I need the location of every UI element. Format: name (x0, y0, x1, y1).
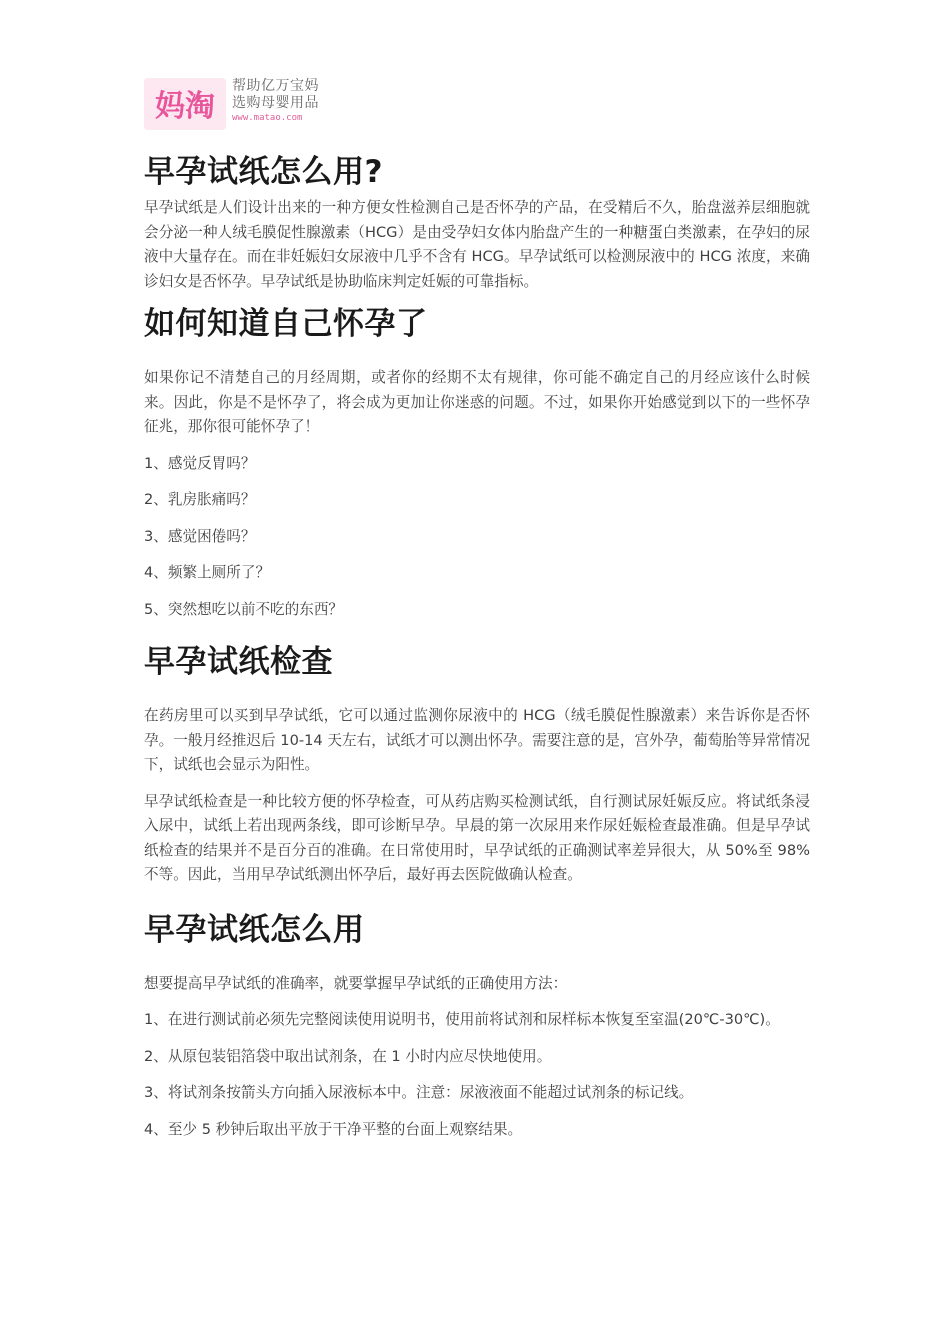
list-item: 4、频繁上厕所了？ (144, 564, 271, 581)
intro-paragraph: 早孕试纸是人们设计出来的一种方便女性检测自己是否怀孕的产品，在受精后不久，胎盘滋养层细胞就会分泌一种人绒毛膜促性腺激素（HCG）是由受孕妇女体内胎盘产生的一种糖蛋白类激素，在孕妇的尿液中大量存在。而在非妊娠妇女尿液中几乎不含有 HCG。早孕试纸可以检测尿液中的 HCG 浓度，来确诊妇女是否怀孕。早孕试纸是协助临床判定妊娠的可靠指标。 (144, 199, 810, 290)
list-item: 4、至少 5 秒钟后取出平放于干净平整的台面上观察结果。 (144, 1120, 523, 1138)
section-heading-test-check: 早孕试纸检查 (144, 644, 333, 680)
list-item: 1、感觉反胃吗？ (144, 454, 256, 472)
section-heading-signs: 如何知道自己怀孕了 (144, 306, 428, 342)
list-item: 3、将试剂条按箭头方向插入尿液标本中。注意：尿液液面不能超过试剂条的标记线。 (144, 1084, 694, 1101)
site-logo[interactable] (144, 78, 344, 134)
article (144, 150, 810, 1142)
list-item: 3、感觉困倦吗？ (144, 527, 256, 545)
logo-url[interactable]: www.matao.com (232, 113, 303, 123)
article-title: 早孕试纸怎么用? (144, 154, 383, 190)
signs-paragraph: 如果你记不清楚自己的月经周期，或者你的经期不太有规律，你可能不确定自己的月经应该什么时候来。因此，你是不是怀孕了，将会成为更加让你迷惑的问题。不过，如果你开始感觉到以下的一些怀孕征兆，那你很可能怀孕了！ (144, 369, 810, 435)
list-item: 5、突然想吃以前不吃的东西？ (144, 600, 344, 618)
test-check-paragraph-2: 早孕试纸检查是一种比较方便的怀孕检查，可从药店购买检测试纸，自行测试尿妊娠反应。将试纸条浸入尿中，试纸上若出现两条线，即可诊断早孕。早晨的第一次尿用来作尿妊娠检查最准确。但是早孕试纸检查的结果并不是百分百的准确。在日常使用时，早孕试纸的正确测试率差异很大，从 50%至 98%不等。因此，当用早孕试纸测出怀孕后，最好再去医院做确认检查。 (144, 792, 810, 883)
logo-slogan-line2: 选购母婴用品 (232, 95, 319, 111)
logo-slogan (232, 78, 319, 124)
logo-slogan-line1: 帮助亿万宝妈 (232, 78, 319, 94)
section-heading-how-to-use: 早孕试纸怎么用 (144, 911, 365, 948)
logo-mark-text: 妈淘 (155, 89, 215, 124)
list-item: 2、乳房胀痛吗？ (144, 491, 256, 508)
matao-logo-icon (144, 78, 226, 130)
test-check-paragraph-1: 在药房里可以买到早孕试纸，它可以通过监测你尿液中的 HCG（绒毛膜促性腺激素）来告诉你是否怀孕。一般月经推迟后 10-14 天左右，试纸才可以测出怀孕。需要注意的是，宫外孕，葡萄胎等异常情况下，试纸也会显示为阳性。 (144, 707, 810, 773)
how-to-use-paragraph: 想要提高早孕试纸的准确率，就要掌握早孕试纸的正确使用方法： (144, 974, 568, 992)
list-item: 2、从原包装铝箔袋中取出试剂条，在 1 小时内应尽快地使用。 (144, 1047, 552, 1065)
list-item: 1、在进行测试前必须先完整阅读使用说明书，使用前将试剂和尿样标本恢复至室温(20℃-30℃)。 (144, 1011, 780, 1028)
